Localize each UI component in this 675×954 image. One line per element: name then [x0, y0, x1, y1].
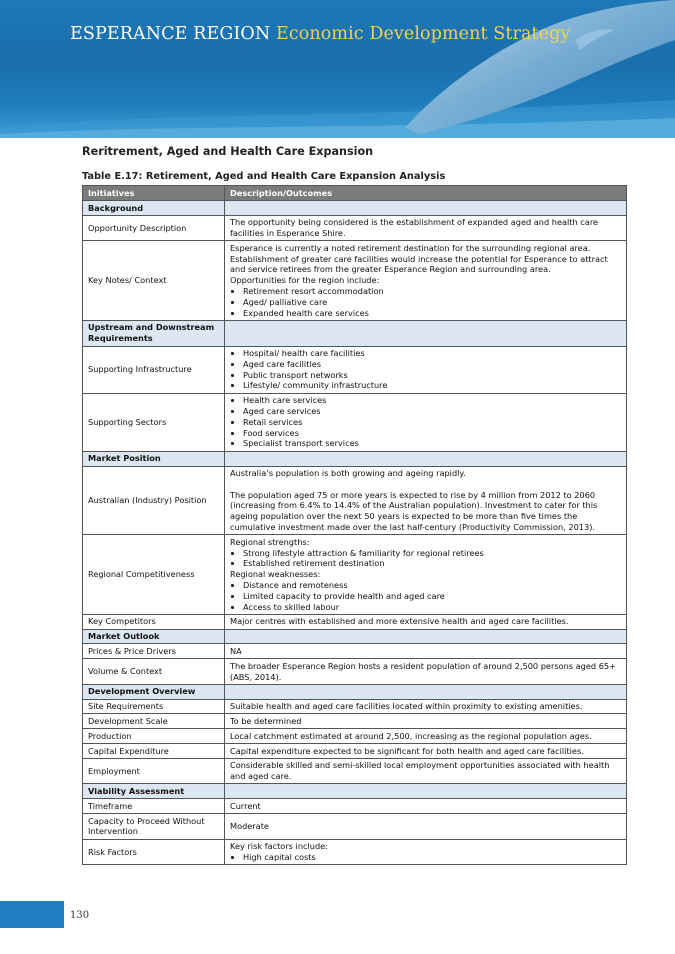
region-name: ESPERANCE REGION [70, 24, 271, 44]
dolphin-illustration [0, 0, 675, 138]
row-label: Key Notes/ Context [83, 241, 225, 321]
list-item: • Expanded health care services [243, 308, 621, 319]
row-value: Capital expenditure expected to be significant for both health and aged care facilities. [225, 744, 627, 759]
footer-bar [0, 901, 64, 928]
row-label: Opportunity Description [83, 215, 225, 241]
row-value [225, 241, 627, 321]
strategy-name: Economic Development Strategy [275, 24, 571, 44]
list-item: • Aged care services [243, 406, 621, 417]
row-value: Moderate [225, 814, 627, 840]
row-label: Development Scale [83, 714, 225, 729]
table-row [83, 466, 627, 535]
table-row [83, 393, 627, 451]
aus-text-2: The population aged 75 or more years is expected to rise by 4 million from 2012 to 2060 (increasing from 6.4% to 14.4% of the Australian population). Investment to cater for this ageing population over the next 50 years is expected to be more than five times the cumulative investment made over the last half-century (Productivity Commission, 2013). [230, 489, 598, 533]
strengths-list [230, 548, 621, 570]
analysis-table [82, 185, 627, 865]
section-label: Background [83, 201, 225, 216]
table-row [83, 839, 627, 865]
table-row [83, 644, 627, 659]
row-label: Risk Factors [83, 839, 225, 865]
row-value [225, 535, 627, 615]
row-value [225, 393, 627, 451]
header-initiatives: Initiatives [83, 186, 225, 201]
row-value: To be determined [225, 714, 627, 729]
list-item: • High capital costs [243, 852, 621, 863]
row-value: Suitable health and aged care facilities located within proximity to existing amenities. [225, 699, 627, 714]
row-label: Supporting Sectors [83, 393, 225, 451]
table-row [83, 699, 627, 714]
row-label: Production [83, 729, 225, 744]
section-label: Upstream and Downstream Requirements [83, 320, 225, 346]
section-title: Reritrement, Aged and Health Care Expansion [82, 145, 374, 158]
section-label: Market Position [83, 451, 225, 466]
row-label: Employment [83, 758, 225, 784]
infrastructure-list [230, 348, 621, 391]
row-label: Prices & Price Drivers [83, 644, 225, 659]
list-item: • Aged/ palliative care [243, 297, 621, 308]
key-notes-text: Esperance is currently a noted retirement destination for the surrounding regional area. Establishment of greater care facilities would increase the potential for Esperance to attract and service retirees from the greater Esperance Region and surrounding area. [230, 242, 608, 275]
table-row [83, 814, 627, 840]
table-header-row [83, 186, 627, 201]
table-row [83, 744, 627, 759]
row-value: Local catchment estimated at around 2,500, increasing as the regional population ages. [225, 729, 627, 744]
list-item: • Retirement resort accommodation [243, 286, 621, 297]
list-item: • Specialist transport services [243, 438, 621, 449]
table-row [83, 729, 627, 744]
table-row [83, 659, 627, 685]
list-item: • Aged care facilities [243, 359, 621, 370]
risk-lead: Key risk factors include: [230, 841, 328, 852]
row-value: Considerable skilled and semi-skilled local employment opportunities associated with health and aged care. [225, 758, 627, 784]
list-item: • Established retirement destination [243, 558, 621, 569]
aus-text-1: Australia’s population is both growing and ageing rapidly. [230, 468, 466, 479]
table-row [83, 799, 627, 814]
header-banner [0, 0, 675, 138]
row-label: Timeframe [83, 799, 225, 814]
risk-list [230, 852, 621, 863]
table-row [83, 535, 627, 615]
table-row [83, 714, 627, 729]
row-label: Regional Competitiveness [83, 535, 225, 615]
row-label: Site Requirements [83, 699, 225, 714]
row-value: NA [225, 644, 627, 659]
row-value [225, 466, 627, 535]
table-caption: Table E.17: Retirement, Aged and Health Care Expansion Analysis [82, 171, 446, 182]
section-label: Market Outlook [83, 629, 225, 644]
key-notes-list [230, 286, 621, 318]
weaknesses-lead: Regional weaknesses: [230, 569, 321, 580]
weaknesses-list [230, 580, 621, 612]
table-row [83, 614, 627, 629]
row-label: Key Competitors [83, 614, 225, 629]
strengths-lead: Regional strengths: [230, 536, 310, 547]
table-row [83, 241, 627, 321]
section-row-viability [83, 784, 627, 799]
row-label: Capital Expenditure [83, 744, 225, 759]
row-label: Supporting Infrastructure [83, 346, 225, 393]
row-value: The broader Esperance Region hosts a resident population of around 2,500 persons aged 65+ (ABS, 2014). [225, 659, 627, 685]
list-item: • Hospital/ health care facilities [243, 348, 621, 359]
list-item: • Distance and remoteness [243, 580, 621, 591]
table-row [83, 346, 627, 393]
row-label: Volume & Context [83, 659, 225, 685]
table-row [83, 758, 627, 784]
row-label: Capacity to Proceed Without Intervention [83, 814, 225, 840]
row-value: The opportunity being considered is the establishment of expanded aged and health care facilities in Esperance Shire. [225, 215, 627, 241]
page-number: 130 [70, 910, 90, 921]
section-row-market-position [83, 451, 627, 466]
list-item: • Limited capacity to provide health and aged care [243, 591, 621, 602]
sectors-list [230, 395, 621, 449]
list-item: • Health care services [243, 395, 621, 406]
section-label: Viability Assessment [83, 784, 225, 799]
section-row-background [83, 201, 627, 216]
list-item: • Retail services [243, 417, 621, 428]
section-row-development-overview [83, 684, 627, 699]
section-label: Development Overview [83, 684, 225, 699]
document-header-title [70, 24, 570, 44]
row-value: Major centres with established and more extensive health and aged care facilities. [225, 614, 627, 629]
row-value [225, 346, 627, 393]
table-row [83, 215, 627, 241]
header-description: Description/Outcomes [225, 186, 627, 201]
list-item: • Food services [243, 428, 621, 439]
section-row-market-outlook [83, 629, 627, 644]
list-item: • Access to skilled labour [243, 602, 621, 613]
row-label: Australian (Industry) Position [83, 466, 225, 535]
list-item: • Public transport networks [243, 370, 621, 381]
row-value [225, 839, 627, 865]
row-value: Current [225, 799, 627, 814]
list-item: • Lifestyle/ community infrastructure [243, 380, 621, 391]
section-row-upstream [83, 320, 627, 346]
list-item: • Strong lifestyle attraction & familiarity for regional retirees [243, 548, 621, 559]
key-notes-lead: Opportunities for the region include: [230, 275, 380, 286]
